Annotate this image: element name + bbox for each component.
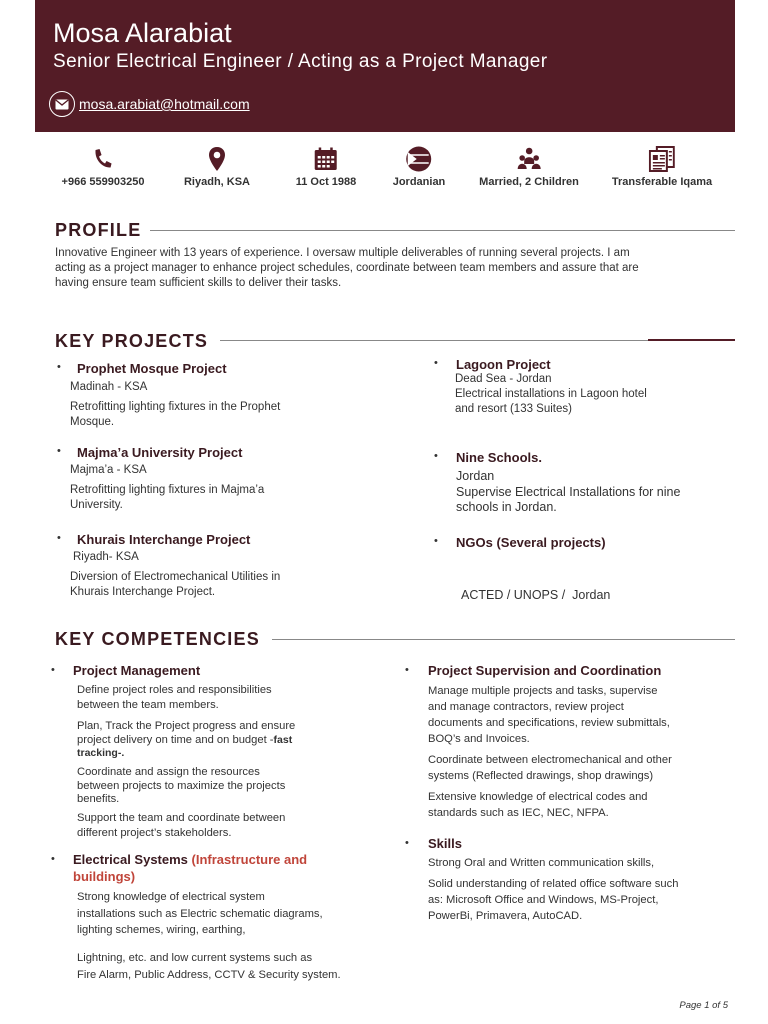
project-details bbox=[70, 463, 310, 513]
contact-row bbox=[0, 146, 768, 192]
project-desc: schools in Jordan. bbox=[456, 500, 557, 514]
contact-location bbox=[184, 146, 250, 188]
project-location: Dead Sea - Jordan bbox=[455, 373, 552, 385]
family-icon bbox=[517, 146, 541, 172]
key-projects-divider bbox=[220, 340, 648, 341]
project-desc: Khurais Interchange Project. bbox=[70, 586, 216, 598]
competency-line: Extensive knowledge of electrical codes and bbox=[428, 791, 648, 803]
competency-title: Project Supervision and Coordination bbox=[428, 663, 662, 678]
competency-text bbox=[428, 752, 728, 784]
project-location: Majma’a - KSA bbox=[70, 464, 147, 476]
candidate-title: Senior Electrical Engineer / Acting as a Project Manager bbox=[53, 51, 548, 72]
competency-line: between projects to maximize the projects bbox=[77, 779, 286, 792]
competency-title-text: Electrical Systems bbox=[73, 852, 192, 867]
project-location: Jordan bbox=[456, 469, 495, 483]
project-title: Khurais Interchange Project bbox=[77, 532, 251, 547]
project-desc: University. bbox=[70, 499, 123, 511]
contact-phone bbox=[62, 146, 145, 188]
competency-line: Coordinate and assign the resources bbox=[77, 766, 260, 778]
competency-line: lighting schemes, wiring, earthing, bbox=[77, 924, 246, 936]
bullet-icon: • bbox=[434, 450, 438, 462]
project-title: Prophet Mosque Project bbox=[77, 361, 227, 376]
project-item bbox=[456, 356, 551, 373]
envelope-icon bbox=[49, 91, 75, 117]
project-title: Majma’a University Project bbox=[77, 445, 243, 460]
competency-line: Manage multiple projects and tasks, supervise bbox=[428, 685, 658, 697]
profile-text bbox=[55, 246, 745, 291]
competency-text bbox=[77, 720, 357, 761]
key-competencies-divider bbox=[272, 639, 735, 640]
bullet-icon: • bbox=[57, 445, 61, 457]
competency-title: Skills bbox=[428, 836, 462, 851]
competency-title bbox=[73, 851, 363, 885]
competency-title-accent: buildings) bbox=[73, 869, 136, 884]
key-competencies-heading: KEY COMPETENCIES bbox=[55, 629, 260, 649]
bullet-icon: • bbox=[51, 664, 55, 676]
key-projects-heading: KEY PROJECTS bbox=[55, 331, 209, 351]
key-projects-divider-accent bbox=[648, 339, 735, 341]
project-desc: and resort (133 Suites) bbox=[455, 403, 572, 415]
competency-line: Fire Alarm, Public Address, CCTV & Security system. bbox=[77, 968, 341, 981]
competency-line: installations such as Electric schematic diagrams, bbox=[77, 907, 323, 920]
project-details bbox=[70, 550, 310, 600]
competency-line: standards such as IEC, NEC, NFPA. bbox=[428, 807, 609, 819]
project-item bbox=[456, 534, 606, 551]
project-location: Riyadh- KSA bbox=[73, 551, 139, 563]
competency-title-accent: (Infrastructure and bbox=[191, 852, 308, 867]
profile-divider bbox=[150, 230, 735, 231]
document-icon bbox=[649, 146, 675, 172]
competency-line: PowerBi, Primavera, AutoCAD. bbox=[428, 910, 583, 922]
candidate-name: Mosa Alarabiat bbox=[53, 18, 232, 48]
header-banner bbox=[35, 0, 735, 132]
email-link[interactable]: mosa.arabiat@hotmail.com bbox=[79, 96, 250, 112]
project-desc: Supervise Electrical Installations for nine bbox=[456, 484, 681, 499]
project-details bbox=[461, 558, 721, 618]
contact-phone-label: +966 559903250 bbox=[61, 176, 145, 188]
email-row bbox=[49, 91, 250, 117]
competency-emphasis: fast bbox=[273, 733, 293, 746]
project-title: Lagoon Project bbox=[456, 357, 551, 372]
bullet-icon: • bbox=[434, 535, 438, 547]
project-desc: Retrofitting lighting fixtures in the Prophet bbox=[70, 401, 281, 413]
competency-text bbox=[428, 789, 728, 821]
contact-dob-label: 11 Oct 1988 bbox=[295, 176, 357, 188]
competency-line: Coordinate between electromechanical and other bbox=[428, 754, 672, 766]
competency-title: Project Management bbox=[73, 663, 201, 678]
project-location: ACTED / UNOPS / Jordan bbox=[461, 588, 611, 602]
profile-heading: PROFILE bbox=[55, 220, 142, 240]
competency-line: Strong knowledge of electrical system bbox=[77, 891, 265, 903]
competency-line: Define project roles and responsibilities bbox=[77, 684, 272, 696]
page-number: Page 1 of 5 bbox=[679, 1000, 728, 1011]
calendar-icon bbox=[314, 146, 338, 172]
contact-family-label: Married, 2 Children bbox=[479, 176, 579, 188]
contact-dob bbox=[296, 146, 357, 188]
contact-iqama bbox=[612, 146, 712, 188]
competency-line: Solid understanding of related office software such bbox=[428, 878, 679, 890]
project-item bbox=[456, 449, 542, 466]
location-pin-icon bbox=[208, 146, 226, 172]
profile-line: having ensure team sufficient skills to deliver their tasks. bbox=[55, 277, 342, 289]
contact-location-label: Riyadh, KSA bbox=[183, 176, 251, 188]
project-item bbox=[77, 360, 227, 377]
competency-line: as: Microsoft Office and Windows, MS-Project, bbox=[428, 894, 659, 906]
competency-text bbox=[428, 876, 728, 924]
competency-text bbox=[77, 889, 377, 939]
competency-line: benefits. bbox=[77, 793, 120, 805]
profile-line: Innovative Engineer with 13 years of experience. I oversaw multiple deliverables of running several projects. I am bbox=[55, 247, 630, 259]
project-desc: Diversion of Electromechanical Utilities in bbox=[70, 571, 281, 583]
competency-text bbox=[428, 683, 728, 747]
competency-line: and manage contractors, review project bbox=[428, 701, 624, 713]
contact-nationality-label: Jordanian bbox=[392, 176, 446, 188]
competency-line: different project’s stakeholders. bbox=[77, 827, 232, 839]
project-desc: Mosque. bbox=[70, 416, 115, 428]
competency-line: BOQ’s and Invoices. bbox=[428, 733, 530, 745]
competency-line: between the team members. bbox=[77, 698, 219, 711]
project-title: Nine Schools. bbox=[456, 450, 542, 465]
competency-text bbox=[77, 766, 357, 807]
project-details bbox=[456, 469, 726, 516]
project-desc: Retrofitting lighting fixtures in Majma’a bbox=[70, 484, 265, 496]
phone-icon bbox=[93, 146, 113, 172]
project-item bbox=[77, 531, 250, 548]
competency-text bbox=[428, 855, 728, 871]
project-location: Madinah - KSA bbox=[70, 381, 148, 393]
bullet-icon: • bbox=[405, 837, 409, 849]
competency-text bbox=[77, 683, 357, 712]
bullet-icon: • bbox=[57, 361, 61, 373]
competency-line: Strong Oral and Written communication skills, bbox=[428, 857, 655, 869]
competency-text bbox=[77, 811, 357, 841]
profile-line: acting as a project manager to enhance project schedules, coordinate between team members and assure that are bbox=[55, 262, 639, 274]
competency-line: documents and specifications, review submittals, bbox=[428, 717, 670, 729]
contact-nationality bbox=[393, 146, 446, 188]
competency-line: Plan, Track the Project progress and ensure bbox=[77, 720, 296, 732]
competency-line: systems (Reflected drawings, shop drawings) bbox=[428, 770, 654, 782]
competency-line: Lightning, etc. and low current systems such as bbox=[77, 952, 313, 964]
project-title: NGOs (Several projects) bbox=[456, 535, 606, 550]
contact-iqama-label: Transferable Iqama bbox=[611, 176, 713, 188]
bullet-icon: • bbox=[405, 664, 409, 676]
project-item bbox=[77, 444, 242, 461]
contact-family bbox=[479, 146, 579, 188]
flag-icon bbox=[406, 146, 432, 172]
competency-line: Support the team and coordinate between bbox=[77, 812, 286, 824]
project-details bbox=[455, 372, 715, 417]
bullet-icon: • bbox=[57, 532, 61, 544]
bullet-icon: • bbox=[51, 853, 55, 865]
competency-line: project delivery on time and on budget - bbox=[77, 733, 274, 746]
project-desc: Electrical installations in Lagoon hotel bbox=[455, 388, 647, 400]
competency-emphasis: tracking-. bbox=[77, 747, 125, 759]
bullet-icon: • bbox=[434, 357, 438, 369]
project-details bbox=[70, 380, 310, 430]
competency-text bbox=[77, 950, 377, 983]
